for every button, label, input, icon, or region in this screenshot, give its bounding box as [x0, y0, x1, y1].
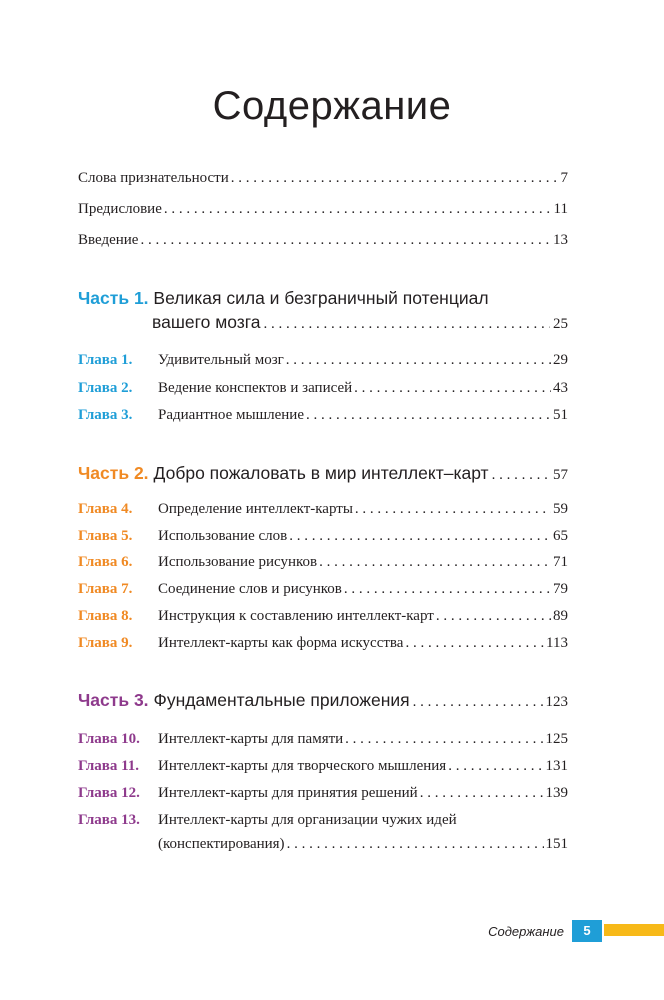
toc-chapter-5[interactable]: [78, 526, 568, 546]
chapter-label: Глава 6.: [78, 554, 133, 570]
dot-leader: [492, 463, 550, 487]
chapter-title-cont: (конспектирования): [158, 836, 285, 852]
chapter-title: Соединение слов и рисунков: [158, 581, 342, 597]
chapter-label: Глава 1.: [78, 352, 133, 368]
part-label: Часть 2.: [78, 463, 149, 483]
toc-chapter-10[interactable]: [78, 729, 568, 749]
chapter-label: Глава 4.: [78, 501, 133, 517]
chapter-page: 131: [545, 758, 568, 774]
toc-entry-label: Слова признательности: [78, 170, 229, 186]
running-footer-label: Содержание: [488, 924, 564, 939]
toc-chapter-9[interactable]: [78, 633, 568, 653]
page-number: 5: [572, 920, 602, 942]
toc-entry-page: 13: [553, 232, 568, 248]
chapter-title: Использование рисунков: [158, 554, 318, 570]
dot-leader: [436, 606, 551, 626]
chapter-page: 43: [553, 380, 568, 396]
chapter-page: 51: [553, 407, 568, 423]
chapter-title: Интеллект-карты для организации чужих идей: [158, 812, 457, 828]
chapter-title: Ведение конспектов и записей: [158, 380, 353, 396]
part-label: Часть 1.: [78, 288, 149, 308]
chapter-page: 125: [545, 731, 568, 747]
toc-chapter-3[interactable]: [78, 405, 568, 425]
toc-entry-acknowledgements[interactable]: [78, 168, 568, 188]
chapter-title: Радиантное мышление: [158, 407, 304, 423]
chapter-page: 29: [553, 352, 568, 368]
part-page: 123: [545, 694, 568, 710]
toc-part-3[interactable]: [78, 688, 568, 714]
toc-entry-label: Предисловие: [78, 201, 162, 217]
toc-entry-preface[interactable]: [78, 199, 568, 219]
chapter-label: Глава 3.: [78, 407, 133, 423]
toc-entry-label: Введение: [78, 232, 139, 248]
accent-bar: [604, 924, 664, 936]
toc-part-1[interactable]: [78, 286, 568, 336]
toc-chapter-2[interactable]: [78, 378, 568, 398]
chapter-title: Удивительный мозг: [158, 352, 284, 368]
dot-leader: [344, 579, 551, 599]
chapter-page: 89: [553, 608, 568, 624]
dot-leader: [413, 690, 543, 714]
dot-leader: [140, 230, 551, 250]
chapter-label: Глава 9.: [78, 635, 133, 651]
toc-chapter-13-cont[interactable]: [78, 834, 568, 854]
dot-leader: [164, 199, 552, 219]
part-title-line2: вашего мозга: [152, 312, 261, 332]
chapter-page: 71: [553, 554, 568, 570]
chapter-label: Глава 11.: [78, 758, 140, 774]
page-title: Содержание: [212, 84, 452, 128]
dot-leader: [289, 526, 551, 546]
part-title-line1: Добро пожаловать в мир интеллект–карт: [153, 463, 489, 483]
dot-leader: [345, 729, 543, 749]
chapter-label: Глава 8.: [78, 608, 133, 624]
chapter-title: Интеллект-карты для творческого мышления: [158, 758, 447, 774]
dot-leader: [287, 834, 544, 854]
dot-leader: [319, 552, 551, 572]
dot-leader: [355, 499, 551, 519]
chapter-title: Использование слов: [158, 528, 288, 544]
chapter-title: Интеллект-карты для памяти: [158, 731, 344, 747]
chapter-page: 59: [553, 501, 568, 517]
dot-leader: [306, 405, 551, 425]
dot-leader: [231, 168, 559, 188]
toc-chapter-7[interactable]: [78, 579, 568, 599]
toc-chapter-13[interactable]: [78, 810, 568, 830]
chapter-title: Инструкция к составлению интеллект-карт: [158, 608, 434, 624]
toc-chapter-4[interactable]: [78, 499, 568, 519]
toc-entry-page: 7: [560, 170, 568, 186]
chapter-title: Интеллект-карты как форма искусства: [158, 635, 404, 651]
dot-leader: [448, 756, 543, 776]
chapter-label: Глава 7.: [78, 581, 133, 597]
toc-chapter-11[interactable]: [78, 756, 568, 776]
toc-part-2[interactable]: [78, 461, 568, 487]
chapter-title: Определение интеллект-карты: [158, 501, 353, 517]
chapter-title: Интеллект-карты для принятия решений: [158, 785, 418, 801]
chapter-page: 65: [553, 528, 568, 544]
toc-chapter-1[interactable]: [78, 350, 568, 370]
dot-leader: [405, 633, 544, 653]
toc-entry-introduction[interactable]: [78, 230, 568, 250]
dot-leader: [354, 378, 551, 398]
chapter-label: Глава 5.: [78, 528, 133, 544]
dot-leader: [264, 312, 550, 336]
chapter-page: 79: [553, 581, 568, 597]
chapter-label: Глава 13.: [78, 812, 140, 828]
dot-leader: [286, 350, 551, 370]
part-title-line1: Великая сила и безграничный потенциал: [153, 288, 489, 308]
chapter-label: Глава 2.: [78, 380, 133, 396]
part-page: 57: [553, 467, 568, 483]
part-label: Часть 3.: [78, 690, 149, 710]
chapter-label: Глава 12.: [78, 785, 140, 801]
chapter-page: 151: [545, 836, 568, 852]
toc-chapter-12[interactable]: [78, 783, 568, 803]
toc-entry-page: 11: [553, 201, 568, 217]
chapter-label: Глава 10.: [78, 731, 140, 747]
chapter-page: 139: [545, 785, 568, 801]
part-title-line1: Фундаментальные приложения: [153, 690, 410, 710]
part-page: 25: [553, 316, 568, 332]
dot-leader: [420, 783, 544, 803]
chapter-page: 113: [546, 635, 568, 651]
toc-chapter-6[interactable]: [78, 552, 568, 572]
toc-chapter-8[interactable]: [78, 606, 568, 626]
